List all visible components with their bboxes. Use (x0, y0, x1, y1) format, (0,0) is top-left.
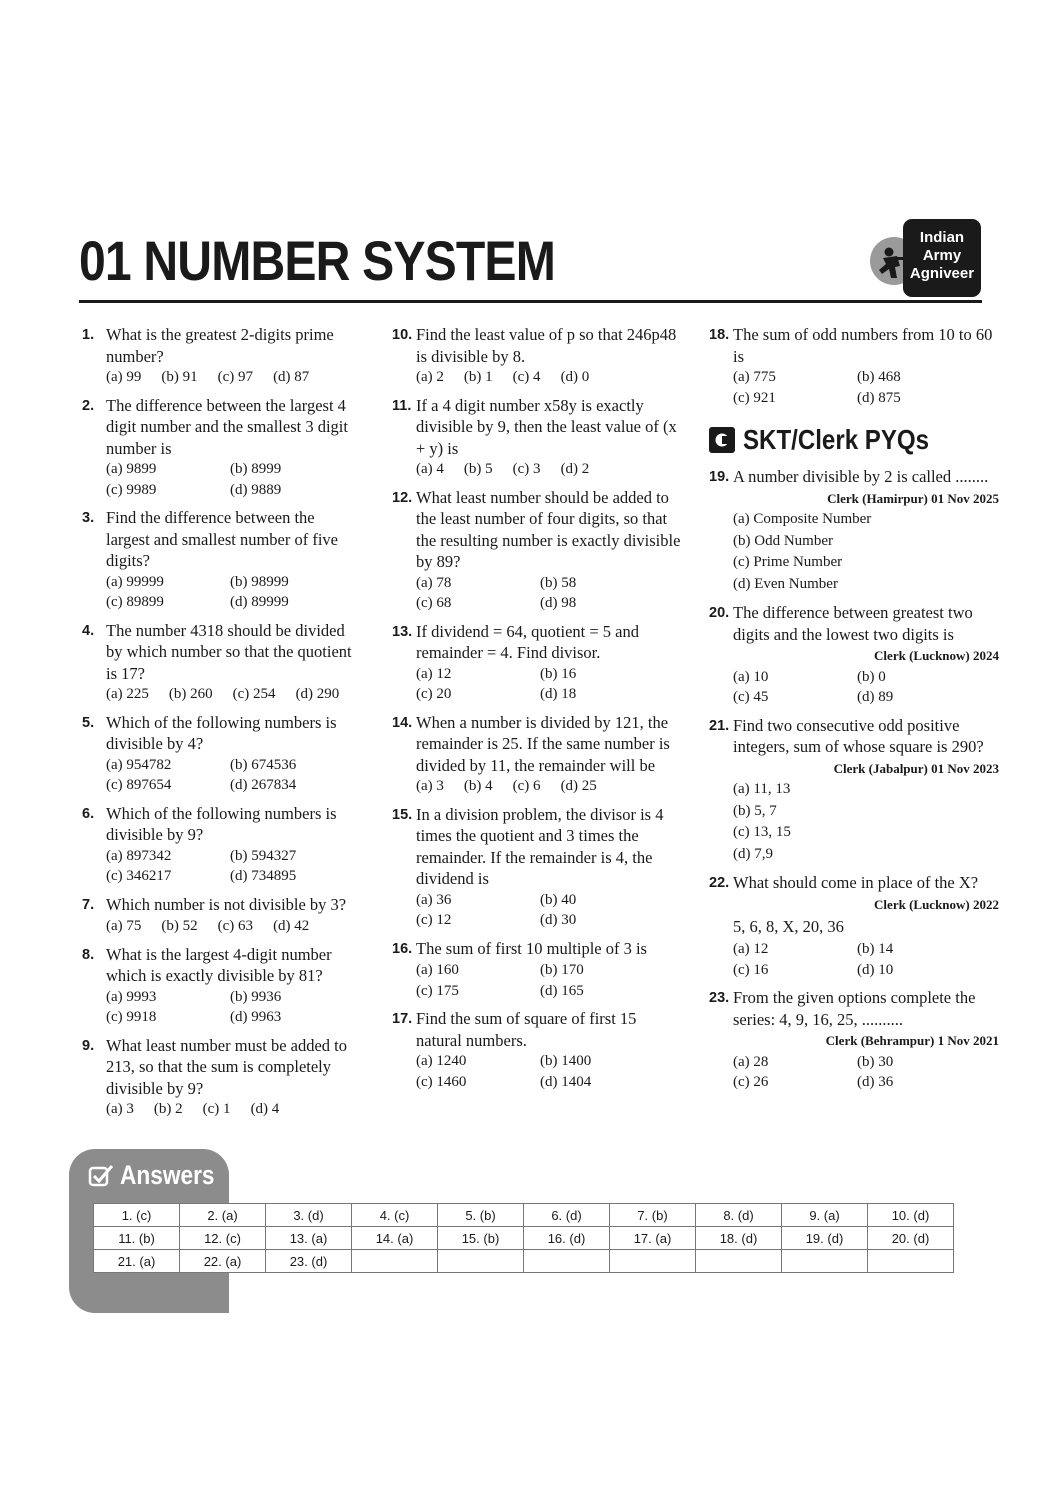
question-body (733, 602, 999, 667)
question-item (392, 395, 682, 480)
option-item: (c) 346217 (106, 868, 172, 884)
option-item: (d) 30 (540, 912, 577, 928)
option-item: (a) 12 (416, 665, 452, 682)
options-list (106, 572, 362, 613)
option-item: (a) 99999 (106, 573, 164, 590)
option-item: (a) 954782 (106, 756, 172, 773)
option-item: (d) 734895 (230, 868, 297, 884)
question-item (709, 987, 999, 1093)
answer-cell: 23. (d) (266, 1250, 352, 1273)
question-source: Clerk (Hamirpur) 01 Nov 2025 (827, 490, 999, 506)
option-item: (b) 58 (540, 574, 577, 591)
option-item: (c) 4 (512, 369, 541, 385)
question-line (709, 324, 999, 367)
question-number: 5. (82, 714, 95, 731)
question-source: Clerk (Lucknow) 2022 (874, 896, 999, 912)
question-item (82, 894, 362, 937)
chapter-title: 01 NUMBER SYSTEM (79, 229, 555, 292)
option-item: (d) 0 (560, 369, 590, 385)
option-item: (a) 11, 13 (733, 781, 791, 797)
question-column-1 (82, 324, 362, 1127)
answer-cell (352, 1250, 438, 1273)
question-text: In a division problem, the divisor is 4 times the quotient and 3 times the remainder. If the remainder is 4, the dividend is (416, 804, 664, 888)
answer-cell: 14. (a) (352, 1227, 438, 1250)
question-line (82, 324, 362, 367)
option-item: (b) 674536 (230, 756, 297, 773)
question-line (392, 324, 682, 367)
option-item: (c) 6 (512, 778, 541, 794)
option-item: (d) Even Number (733, 575, 838, 592)
question-text: What is the greatest 2-digits prime number? (106, 325, 334, 366)
question-line (392, 712, 682, 777)
answers-heading (88, 1160, 233, 1191)
answer-cell: 4. (c) (352, 1204, 438, 1227)
option-item: (d) 98 (540, 595, 577, 611)
options-list (733, 509, 999, 595)
option-item: (c) 16 (733, 961, 769, 978)
answer-cell: 16. (d) (524, 1227, 610, 1250)
option-item: (c) 1460 (416, 1073, 467, 1090)
title-rule (79, 300, 982, 303)
option-item: (d) 7,9 (733, 845, 773, 862)
option-item: (c) 921 (733, 389, 776, 406)
question-line (392, 487, 682, 573)
question-body (106, 944, 362, 987)
option-item: (b) Odd Number (733, 532, 833, 549)
option-item: (d) 1404 (540, 1073, 592, 1090)
question-body (416, 487, 682, 573)
options-list (416, 367, 682, 388)
question-item (709, 872, 999, 980)
question-number: 14. (392, 714, 413, 731)
question-body (416, 621, 682, 664)
options-list (106, 459, 362, 500)
option-item: (d) 267834 (230, 777, 297, 793)
question-text: What should come in place of the X? (733, 873, 979, 892)
question-item (709, 715, 999, 866)
question-number: 9. (82, 1037, 95, 1054)
question-number: 15. (392, 806, 413, 823)
question-number: 1. (82, 327, 95, 343)
option-item: (c) 897654 (106, 777, 172, 793)
question-line (82, 620, 362, 685)
option-item: (c) 9918 (106, 1009, 157, 1025)
answer-cell: 2. (a) (180, 1204, 266, 1227)
option-item: (d) 4 (250, 1101, 280, 1117)
question-text: Find the difference between the largest and smallest number of five digits? (106, 508, 339, 570)
question-number: 6. (82, 805, 95, 822)
option-item: (c) Prime Number (733, 554, 843, 570)
option-item: (a) 9899 (106, 461, 157, 477)
answer-cell: 15. (b) (438, 1227, 524, 1250)
question-line (392, 938, 682, 961)
question-item (82, 1035, 362, 1120)
option-item: (b) 9936 (230, 988, 282, 1005)
option-item: (b) 5, 7 (733, 802, 777, 819)
question-text: Which number is not divisible by 3? (106, 894, 347, 914)
option-item: (b) 4 (463, 778, 493, 794)
answer-cell: 13. (a) (266, 1227, 352, 1250)
options-list (416, 664, 682, 705)
option-item: (c) 254 (232, 686, 276, 702)
answers-label: Answers (120, 1160, 215, 1190)
option-item: (a) 28 (733, 1053, 769, 1070)
answer-cell: 11. (b) (94, 1227, 180, 1250)
option-item: (a) 4 (416, 461, 444, 477)
option-item: (b) 8999 (230, 461, 282, 477)
option-item: (d) 42 (273, 918, 310, 934)
option-item: (d) 36 (857, 1074, 894, 1090)
question-text: Find the least value of p so that 246p48 is divisible by 8. (416, 325, 677, 366)
answer-cell: 9. (a) (782, 1204, 868, 1227)
options-list (416, 776, 682, 797)
answer-cell: 5. (b) (438, 1204, 524, 1227)
question-item (82, 507, 362, 613)
option-item: (a) 2 (416, 369, 444, 385)
question-line (392, 621, 682, 664)
option-item: (d) 2 (560, 461, 590, 477)
question-text: If dividend = 64, quotient = 5 and remainder = 4. Find divisor. (416, 621, 639, 662)
option-item: (a) 36 (416, 891, 452, 908)
option-item: (c) 9989 (106, 481, 157, 498)
options-list (416, 1051, 682, 1092)
question-text: Find the sum of square of first 15 natural numbers. (416, 1009, 637, 1050)
question-item (392, 938, 682, 1002)
question-line (709, 987, 999, 1052)
option-item: (c) 63 (217, 918, 254, 934)
question-body (733, 466, 999, 509)
option-item: (d) 87 (273, 369, 310, 385)
options-list (733, 939, 999, 980)
question-number: 17. (392, 1011, 413, 1027)
option-item: (b) 468 (857, 369, 901, 385)
option-item: (d) 9963 (230, 1009, 282, 1025)
answer-cell (524, 1250, 610, 1273)
answer-cell: 17. (a) (610, 1227, 696, 1250)
question-text: The sum of odd numbers from 10 to 60 is (733, 325, 993, 366)
option-item: (c) 68 (416, 595, 452, 611)
answer-row (94, 1204, 954, 1227)
question-body (733, 324, 999, 367)
pyq-heading-label: SKT/Clerk PYQs (743, 424, 930, 455)
option-item: (d) 875 (857, 389, 901, 406)
answer-cell (610, 1250, 696, 1273)
question-text: The difference between the largest 4 digit number and the smallest 3 digit number is (106, 395, 348, 458)
options-list (733, 367, 999, 408)
option-item: (a) 3 (106, 1101, 134, 1117)
question-line (82, 803, 362, 846)
option-item: (b) 14 (857, 941, 894, 957)
answer-cell: 6. (d) (524, 1204, 610, 1227)
option-item: (d) 290 (295, 686, 340, 702)
question-number: 7. (82, 896, 95, 913)
answer-row (94, 1227, 954, 1250)
option-item: (c) 97 (217, 369, 254, 385)
question-column-3 (709, 324, 999, 1100)
badge-line-3: Agniveer (909, 265, 975, 282)
question-line (392, 804, 682, 890)
answer-cell: 8. (d) (696, 1204, 782, 1227)
option-item: (b) 1400 (540, 1053, 592, 1069)
question-body (106, 620, 362, 685)
question-number: 21. (709, 717, 730, 734)
option-item: (a) 225 (106, 686, 149, 702)
option-item: (d) 9889 (230, 481, 282, 498)
options-list (106, 755, 362, 796)
answer-cell (868, 1250, 954, 1273)
question-item (709, 324, 999, 408)
question-line (82, 944, 362, 987)
options-list (733, 1052, 999, 1093)
question-item (392, 804, 682, 931)
question-body (106, 1035, 362, 1100)
question-text: Which of the following numbers is divisible by 9? (106, 803, 337, 844)
option-item: (b) 16 (540, 665, 577, 682)
options-list (106, 367, 362, 388)
option-item: (d) 89999 (230, 594, 289, 610)
options-list (733, 667, 999, 708)
question-text: Find two consecutive odd positive integers, sum of whose square is 290? (733, 715, 984, 756)
question-number: 23. (709, 990, 730, 1006)
question-number: 20. (709, 605, 730, 621)
checkbox-icon (88, 1163, 114, 1189)
question-item (392, 621, 682, 705)
question-text: What least number must be added to 213, so that the sum is completely divisible by 9? (106, 1035, 348, 1098)
question-line (82, 395, 362, 460)
question-number: 4. (82, 622, 95, 639)
options-list (106, 987, 362, 1028)
answer-cell: 20. (d) (868, 1227, 954, 1250)
question-line (709, 466, 999, 509)
option-item: (a) 10 (733, 668, 769, 685)
question-line (709, 715, 999, 780)
question-line (82, 507, 362, 572)
option-item: (b) 5 (463, 461, 493, 477)
option-item: (b) 0 (857, 668, 886, 685)
option-item: (b) 52 (161, 918, 198, 934)
option-item: (a) 75 (106, 918, 142, 934)
question-number: 19. (709, 469, 730, 485)
option-item: (a) 160 (416, 962, 459, 978)
question-line (709, 602, 999, 667)
question-body (106, 894, 362, 917)
option-item: (c) 20 (416, 686, 452, 702)
option-item: (c) 89899 (106, 594, 164, 610)
option-item: (d) 89 (857, 689, 894, 705)
question-body (106, 395, 362, 460)
question-number: 10. (392, 327, 413, 343)
option-item: (d) 10 (857, 961, 894, 978)
option-item: (b) 2 (153, 1101, 183, 1117)
badge-line-2: Army (922, 247, 962, 264)
options-list (733, 779, 999, 865)
question-source: Clerk (Lucknow) 2024 (874, 648, 999, 663)
question-text: What least number should be added to the least number of four digits, so that the resulting number is exactly divisible by 89? (416, 487, 681, 571)
answer-cell: 22. (a) (180, 1250, 266, 1273)
option-item: (b) 40 (540, 891, 577, 908)
question-line (392, 395, 682, 460)
answer-cell (696, 1250, 782, 1273)
option-item: (a) 775 (733, 369, 776, 385)
question-body (416, 938, 682, 961)
question-line (392, 1008, 682, 1051)
answer-cell (782, 1250, 868, 1273)
question-number: 11. (392, 397, 412, 414)
question-body (733, 987, 999, 1052)
option-item: (d) 165 (540, 982, 584, 999)
answer-cell: 1. (c) (94, 1204, 180, 1227)
question-item (709, 602, 999, 708)
question-number: 8. (82, 946, 95, 963)
question-body (106, 507, 362, 572)
answer-key-table (93, 1203, 954, 1273)
option-item: (c) 13, 15 (733, 824, 791, 840)
question-number: 16. (392, 940, 413, 957)
option-item: (d) 25 (560, 778, 597, 794)
question-sequence: 5, 6, 8, X, 20, 36 (733, 917, 844, 936)
question-body (106, 803, 362, 846)
option-item: (a) 12 (733, 941, 769, 957)
options-list (106, 684, 362, 705)
answer-cell: 7. (b) (610, 1204, 696, 1227)
answer-cell (438, 1250, 524, 1273)
question-body (416, 1008, 682, 1051)
question-text: If a 4 digit number x58y is exactly divisible by 9, then the least value of (x + y) is (416, 395, 677, 458)
question-number: 3. (82, 510, 95, 526)
pyq-section-heading (709, 424, 999, 456)
section-marker-icon (709, 427, 735, 453)
option-item: (c) 175 (416, 982, 459, 999)
question-line (82, 712, 362, 755)
option-item: (d) 18 (540, 686, 577, 702)
answer-cell: 12. (c) (180, 1227, 266, 1250)
question-line (82, 1035, 362, 1100)
option-item: (b) 98999 (230, 573, 289, 590)
question-item (82, 620, 362, 705)
option-item: (a) Composite Number (733, 511, 872, 527)
question-body (733, 715, 999, 780)
option-item: (b) 30 (857, 1053, 894, 1070)
option-item: (c) 3 (512, 461, 541, 477)
option-item: (b) 594327 (230, 847, 297, 864)
agniveer-badge (903, 219, 981, 297)
options-list (106, 1099, 362, 1120)
answer-cell: 18. (d) (696, 1227, 782, 1250)
question-number: 2. (82, 397, 95, 414)
answer-cell: 3. (d) (266, 1204, 352, 1227)
question-line (709, 872, 999, 915)
option-item: (a) 3 (416, 778, 444, 794)
question-text: The number 4318 should be divided by which number so that the quotient is 17? (106, 620, 352, 683)
option-item: (b) 170 (540, 962, 584, 978)
question-number: 13. (392, 623, 413, 640)
answer-cell: 21. (a) (94, 1250, 180, 1273)
question-source: Clerk (Behrampur) 1 Nov 2021 (825, 1033, 999, 1048)
question-body (733, 872, 999, 915)
answer-cell: 10. (d) (868, 1204, 954, 1227)
option-item: (b) 260 (168, 686, 213, 702)
options-list (106, 916, 362, 937)
option-item: (a) 99 (106, 369, 142, 385)
question-text: What is the largest 4-digit number which is exactly divisible by 81? (106, 944, 332, 985)
option-item: (c) 45 (733, 689, 769, 705)
option-item: (a) 1240 (416, 1053, 467, 1069)
question-item (709, 466, 999, 595)
question-item (392, 1008, 682, 1092)
options-list (106, 846, 362, 887)
options-list (416, 890, 682, 931)
question-text: Which of the following numbers is divisible by 4? (106, 712, 337, 753)
question-text: From the given options complete the series: 4, 9, 16, 25, .......... (733, 988, 976, 1029)
question-item (392, 324, 682, 388)
question-body (106, 324, 362, 367)
question-body (416, 804, 682, 890)
question-item (82, 944, 362, 1028)
question-line (82, 894, 362, 917)
options-list (416, 573, 682, 614)
option-item: (a) 78 (416, 574, 452, 591)
option-item: (c) 1 (202, 1101, 231, 1117)
option-item: (c) 26 (733, 1074, 769, 1090)
question-text: When a number is divided by 121, the remainder is 25. If the same number is divided by 11, the remainder will be (416, 712, 670, 775)
question-source: Clerk (Jabalpur) 01 Nov 2023 (833, 760, 999, 776)
options-list (416, 459, 682, 480)
question-item (82, 395, 362, 501)
question-item (392, 712, 682, 797)
option-item: (a) 897342 (106, 847, 172, 864)
option-item: (a) 9993 (106, 988, 157, 1005)
question-body (416, 712, 682, 777)
question-item (82, 324, 362, 388)
option-item: (b) 91 (161, 369, 198, 385)
question-body (416, 324, 682, 367)
question-item (392, 487, 682, 614)
answer-row (94, 1250, 954, 1273)
answer-cell: 19. (d) (782, 1227, 868, 1250)
option-item: (c) 12 (416, 912, 452, 928)
badge-line-1: Indian (919, 229, 965, 246)
question-text: A number divisible by 2 is called ........ (733, 467, 989, 486)
question-item (82, 803, 362, 887)
question-number: 22. (709, 875, 730, 891)
option-item: (b) 1 (463, 369, 493, 385)
question-body (106, 712, 362, 755)
question-item (82, 712, 362, 796)
question-number: 18. (709, 327, 730, 343)
question-text: The sum of first 10 multiple of 3 is (416, 938, 647, 958)
options-list (416, 960, 682, 1001)
question-number: 12. (392, 489, 413, 506)
question-column-2 (392, 324, 682, 1099)
question-body (416, 395, 682, 460)
question-text: The difference between greatest two digits and the lowest two digits is (733, 603, 973, 644)
